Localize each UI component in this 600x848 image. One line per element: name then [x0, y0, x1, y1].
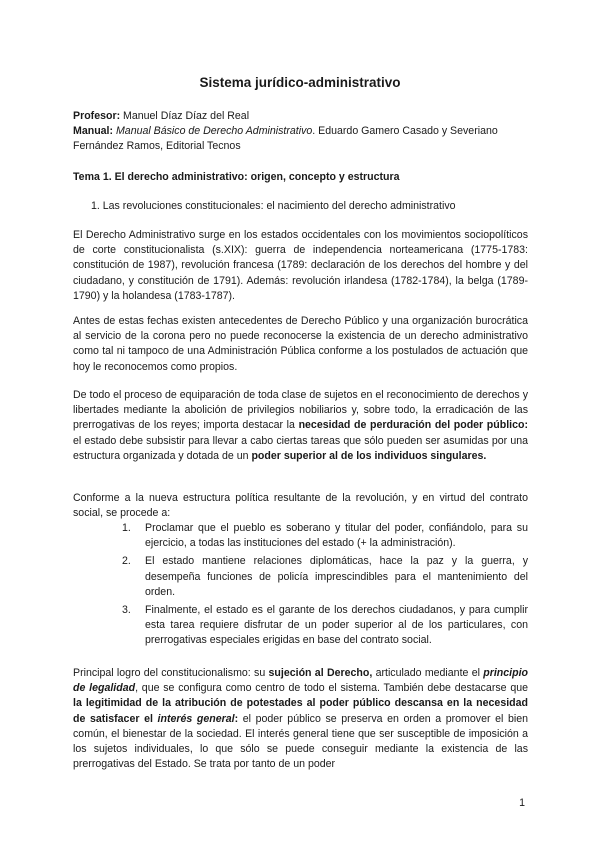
list-item-number: 3.: [122, 604, 131, 617]
paragraph-5: [73, 666, 528, 772]
p5-text-4: el poder público se preserva en orden a promover el bien común, el bienestar de la sociedad. El interés general tiene que ser susceptible de imposición a los sujetos individuales, lo que sólo se puede conseguir mediante la existencia de las prerrogativas del Estado. Se trata por tanto de un poder: [73, 712, 529, 771]
p5-text-1: Principal logro del constitucionalismo: su: [73, 667, 269, 679]
profesor-label: Profesor:: [73, 110, 121, 122]
document-title: Sistema jurídico-administrativo: [199, 75, 401, 90]
p3-text-2: el estado debe subsistir para llevar a cabo ciertas tareas que sólo pueden ser asumidas por una estructura organizada y dotada de un: [73, 434, 528, 462]
list-item-text: Proclamar que el pueblo es soberano y titular del poder, confiándolo, para su ejercicio, a todas las instituciones del estado (+ la administración).: [145, 522, 528, 550]
profesor-value: Manuel Díaz Díaz del Real: [120, 110, 250, 122]
paragraph-3: [73, 388, 528, 464]
manual-book-title: Manual Básico de Derecho Administrativo: [115, 125, 313, 137]
p3-bold-1: necesidad de perduración del poder público:: [298, 419, 528, 432]
manual-line: [73, 124, 528, 154]
list-item-number: 2.: [122, 555, 131, 568]
paragraph-1: El Derecho Administrativo surge en los estados occidentales con los movimientos sociopolíticos de corte constitucionalista (s.XIX): guerra de independencia norteamericana (1775-1783: constitución de 1987), revolución francesa (1789: declaración de los derechos del hombre y del ciudadano, y constitución de 1791). Además: revolución irlandesa (1782-1784), la belga (1789-1790) y la holandesa (1783-1787).: [73, 229, 528, 302]
p5-bold-italic-1: principio de legalidad: [73, 667, 528, 695]
p5-bold-italic-2: interés general: [157, 712, 235, 725]
p5-text-3: , que se configura como centro de todo el sistema. También debe destacarse que: [135, 682, 528, 695]
manual-label: Manual:: [73, 125, 114, 137]
list-item: [122, 554, 528, 600]
p5-text-2: articulado mediante el: [372, 667, 484, 679]
paragraph-4: Conforme a la nueva estructura política resultante de la revolución, y en virtud del contrato social, se procede a:: [73, 492, 528, 520]
manual-authors: . Eduardo Gamero Casado y Severiano Fernández Ramos, Editorial Tecnos: [73, 125, 498, 152]
page-number: 1: [519, 797, 525, 809]
p3-text-1: De todo el proceso de equiparación de toda clase de sujetos en el reconocimiento de derechos y libertades mediante la abolición de privilegios nobiliarios y, sobre todo, la erradicación de las prerrogativas de los reyes; importa destacar la: [73, 389, 528, 432]
list-item-text: El estado mantiene relaciones diplomáticas, hace la paz y la guerra, y desempeña funciones de policía imprescindibles para el mantenimiento del orden.: [145, 555, 528, 598]
list-item: [122, 603, 528, 649]
section-subheading: 1. Las revoluciones constitucionales: el nacimiento del derecho administrativo: [91, 200, 456, 212]
p5-bold-1: sujeción al Derecho,: [268, 667, 373, 679]
paragraph-2: Antes de estas fechas existen antecedentes de Derecho Público y una organización burocrática al servicio de la corona pero no puede reconocerse la existencia de un derecho administrativo como tal ni tampoco de una Administración Pública conforme a los postulados de actuación que hoy le reconocemos como propios.: [73, 315, 528, 373]
tema-heading: Tema 1. El derecho administrativo: origen, concepto y estructura: [73, 171, 400, 183]
list-item-text: Finalmente, el estado es el garante de los derechos ciudadanos, y para cumplir esta tarea requiere disfrutar de un poder superior al de los particulares, con prerrogativas especiales erigidas en base del contrato social.: [145, 604, 528, 647]
p5-bold-2: la legitimidad de la atribución de potestades al poder público descansa en la necesidad de satisfacer el: [73, 697, 528, 725]
list-item: [122, 521, 528, 551]
p5-bold-3: :: [234, 712, 239, 725]
list-item-number: 1.: [122, 522, 131, 534]
p3-bold-2: poder superior al de los individuos singulares.: [251, 449, 487, 462]
numbered-list: [122, 521, 528, 652]
profesor-line: [73, 109, 528, 124]
